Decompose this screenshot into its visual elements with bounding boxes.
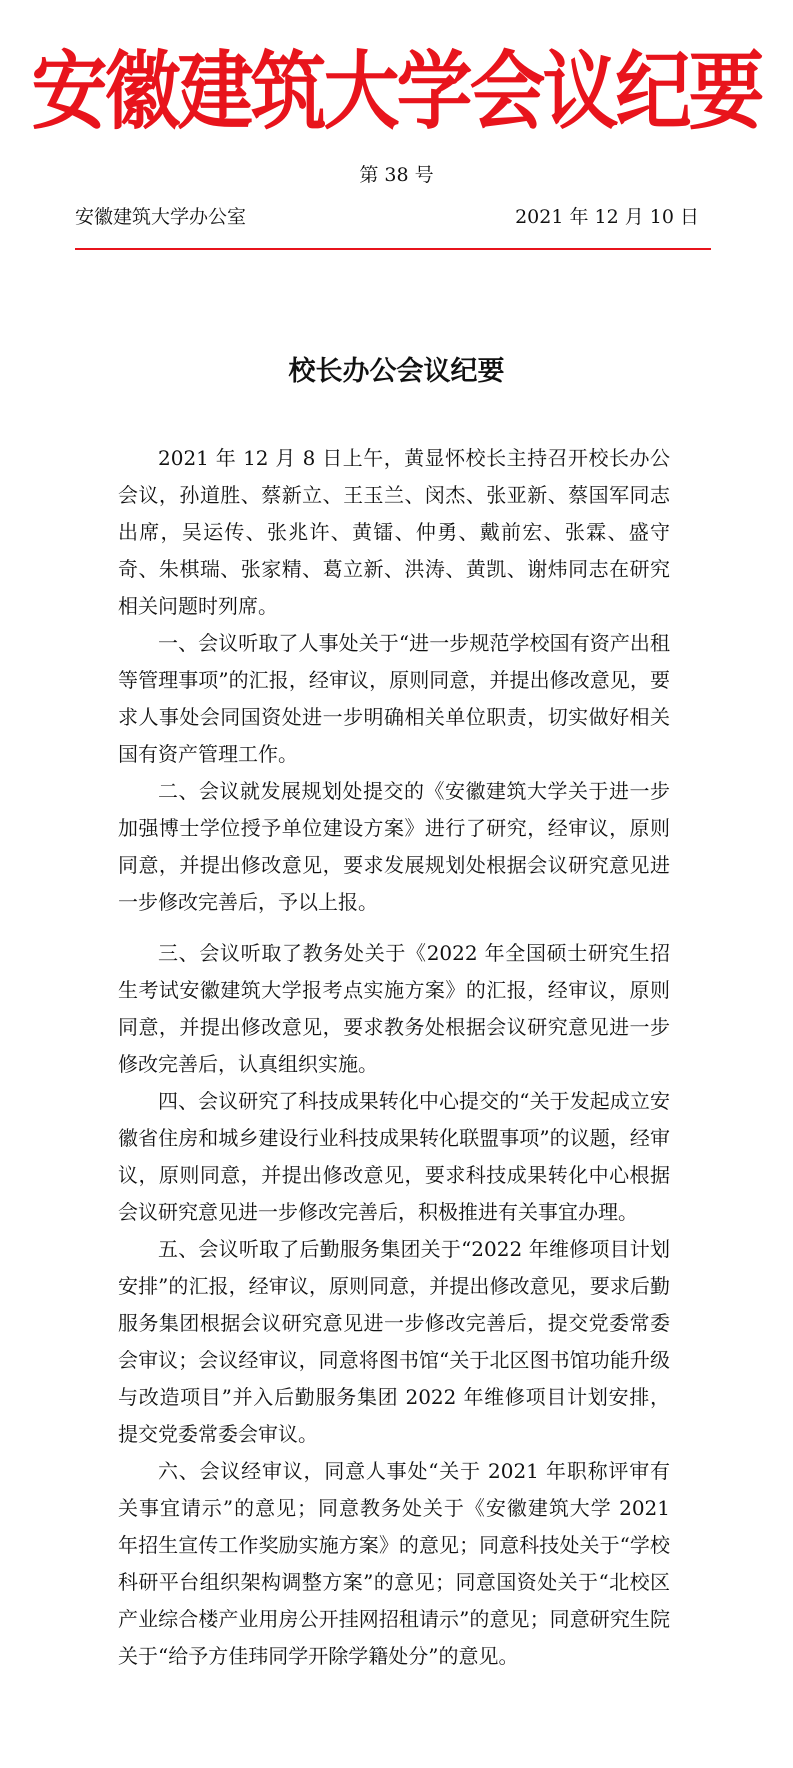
- paragraph-item-3: 三、会议听取了教务处关于《2022 年全国硕士研究生招生考试安徽建筑大学报考点实施方案》的汇报，经审议，原则同意，并提出修改意见，要求教务处根据会议研究意见进一步修改完善后，认真组织实施。: [118, 941, 670, 1076]
- red-divider: [75, 248, 711, 250]
- paragraph-item-2: 二、会议就发展规划处提交的《安徽建筑大学关于进一步加强博士学位授予单位建设方案》进行了研究，经审议，原则同意，并提出修改意见，要求发展规划处根据会议研究意见进一步修改完善后，予以上报。: [118, 779, 670, 914]
- masthead-title: 安徽建筑大学会议纪要: [31, 41, 762, 142]
- paragraph-item-4: 四、会议研究了科技成果转化中心提交的“关于发起成立安徽省住房和城乡建设行业科技成果转化联盟事项”的议题，经审议，原则同意，并提出修改意见，要求科技成果转化中心根据会议研究意见进一步修改完善后，积极推进有关事宜办理。: [118, 1089, 670, 1224]
- issue-date: 2021 年 12 月 10 日: [515, 206, 699, 228]
- paragraph-intro: 2021 年 12 月 8 日上午，黄显怀校长主持召开校长办公会议，孙道胜、蔡新立、王玉兰、闵杰、张亚新、蔡国军同志出席，吴运传、张兆许、黄镭、仲勇、戴前宏、张霖、盛守奇、朱棋瑞、张家精、葛立新、洪涛、黄凯、谢炜同志在研究相关问题时列席。: [118, 446, 670, 618]
- issuing-office: 安徽建筑大学办公室: [75, 206, 247, 228]
- paragraph-item-5: 五、会议听取了后勤服务集团关于“2022 年维修项目计划安排”的汇报，经审议，原则同意，并提出修改意见，要求后勤服务集团根据会议研究意见进一步修改完善后，提交党委常委会审议；会议经审议，同意将图书馆“关于北区图书馆功能升级与改造项目”并入后勤服务集团 2022 年维修项目计划安排，提交党委常委会审议。: [118, 1237, 670, 1446]
- issue-number: 第 38 号: [359, 164, 434, 186]
- document-body: [118, 440, 670, 1675]
- paragraph-item-1: 一、会议听取了人事处关于“进一步规范学校国有资产出租等管理事项”的汇报，经审议，原则同意，并提出修改意见，要求人事处会同国资处进一步明确相关单位职责，切实做好相关国有资产管理工作。: [118, 631, 670, 766]
- paragraph-item-6: 六、会议经审议，同意人事处“关于 2021 年职称评审有关事宜请示”的意见；同意教务处关于《安徽建筑大学 2021 年招生宣传工作奖励实施方案》的意见；同意科技处关于“学校科研平台组织架构调整方案”的意见；同意国资处关于“北校区产业综合楼产业用房公开挂网招租请示”的意见；同意研究生院关于“给予方佳玮同学开除学籍处分”的意见。: [118, 1459, 670, 1668]
- document-title: 校长办公会议纪要: [288, 356, 505, 387]
